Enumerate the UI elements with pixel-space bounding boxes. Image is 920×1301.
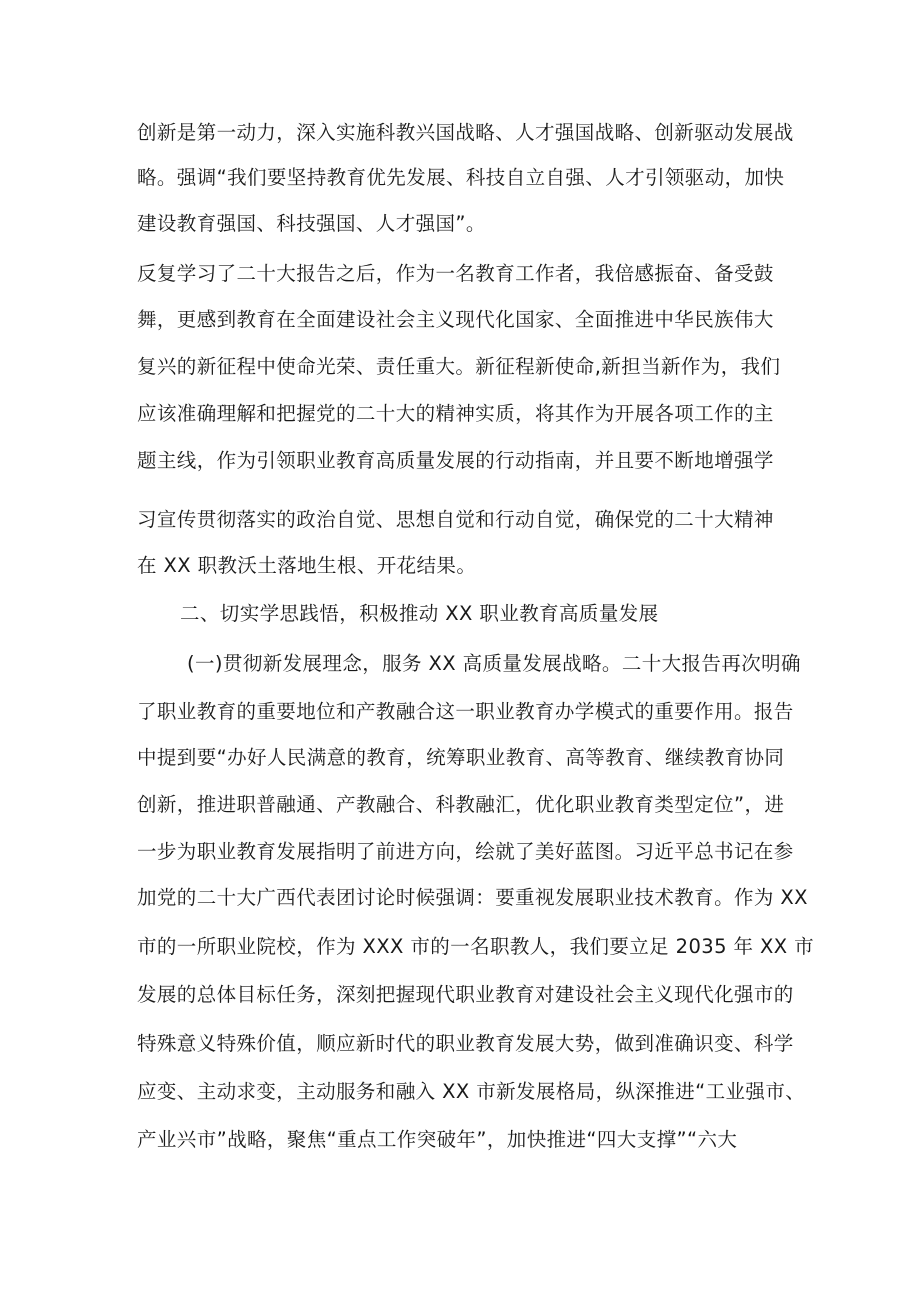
body-line: 特殊意义特殊价值，顺应新时代的职业教育发展大势，做到准确识变、科学 — [137, 1032, 794, 1055]
subsection-first-line: (一)贯彻新发展理念，服务 XX 高质量发展战略。二十大报告再次明确 — [187, 652, 801, 675]
body-line: 了职业教育的重要地位和产教融合这一职业教育办学模式的重要作用。报告 — [137, 700, 794, 723]
paragraph-line: 创新是第一动力，深入实施科教兴国战略、人才强国战略、创新驱动发展战 — [137, 121, 794, 144]
body-line: 产业兴市”战略，聚焦“重点工作突破年”，加快推进“四大支撑”“六大 — [137, 1128, 738, 1151]
body-line: 加党的二十大广西代表团讨论时候强调：要重视发展职业技术教育。作为 XX — [137, 886, 808, 909]
paragraph-line: 题主线，作为引领职业教育高质量发展的行动指南，并且要不断地增强学 — [137, 449, 774, 472]
paragraph-line: 建设教育强国、科技强国、人才强国”。 — [137, 212, 486, 235]
paragraph-line: 舞，更感到教育在全面建设社会主义现代化国家、全面推进中华民族伟大 — [137, 308, 774, 331]
paragraph-line: 应该准确理解和把握党的二十大的精神实质，将其作为开展各项工作的主 — [137, 402, 774, 425]
body-line: 应变、主动求变，主动服务和融入 XX 市新发展格局，纵深推进“工业强市、 — [137, 1080, 806, 1103]
paragraph-line: 复兴的新征程中使命光荣、责任重大。新征程新使命,新担当新作为，我们 — [137, 355, 781, 378]
paragraph-line: 反复学习了二十大报告之后，作为一名教育工作者，我倍感振奋、备受鼓 — [137, 262, 774, 285]
body-line: 创新，推进职普融通、产教融合、科教融汇，优化职业教育类型定位”，进 — [137, 793, 785, 816]
paragraph-line: 略。强调“我们要坚持教育优先发展、科技自立自强、人才引领驱动，加快 — [137, 166, 785, 189]
paragraph-line: 习宣传贯彻落实的政治自觉、思想自觉和行动自觉，确保党的二十大精神 — [137, 508, 774, 531]
paragraph-line: 在 XX 职教沃土落地生根、开花结果。 — [137, 554, 477, 577]
body-line: 中提到要“办好人民满意的教育，统筹职业教育、高等教育、继续教育协同 — [137, 746, 785, 769]
body-line: 一步为职业教育发展指明了前进方向，绘就了美好蓝图。习近平总书记在参 — [137, 840, 794, 863]
section-heading: 二、切实学思践悟，积极推动 XX 职业教育高质量发展 — [180, 602, 659, 625]
body-line: 市的一所职业院校，作为 XXX 市的一名职教人，我们要立足 2035 年 XX 市 — [137, 935, 815, 958]
body-line: 发展的总体目标任务，深刻把握现代职业教育对建设社会主义现代化强市的 — [137, 983, 794, 1006]
